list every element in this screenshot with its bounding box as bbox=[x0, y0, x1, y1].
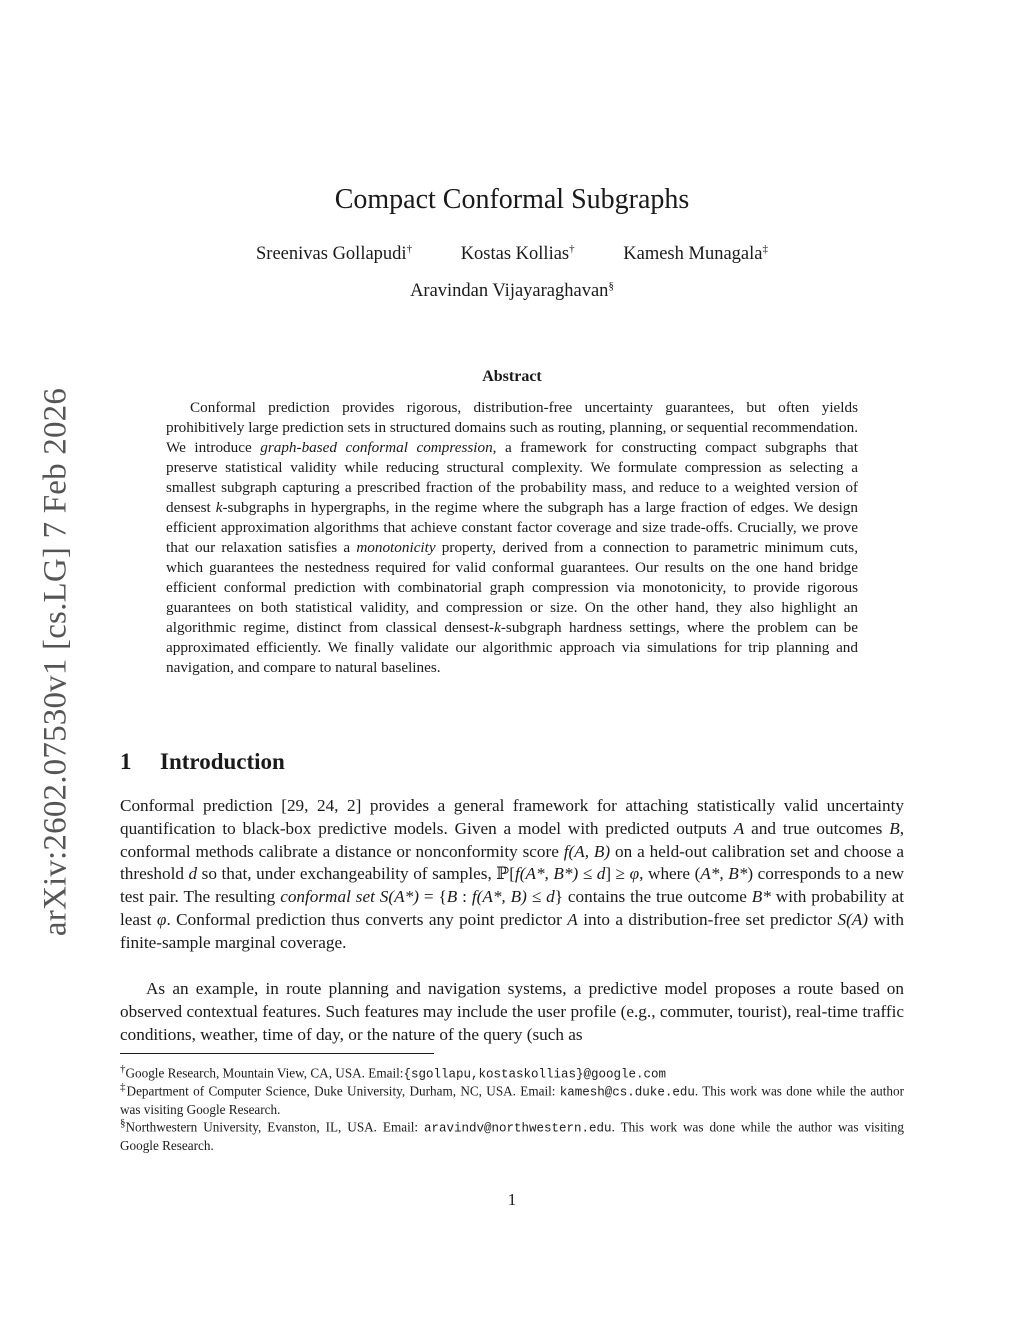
paragraph-text-run: into a distribution-free set predictor bbox=[577, 909, 838, 929]
email-link[interactable]: aravindv@northwestern.edu bbox=[424, 1121, 612, 1136]
abstract-text bbox=[166, 398, 858, 678]
paragraph-text-run: and true outcomes bbox=[744, 818, 890, 838]
abstract-text-run: -subgraph hardness settings, where the problem can be approximated efficiently. We finally validate our algorithmic approach via simulations for trip planning and navigation, and compare to natural baselines. bbox=[166, 619, 858, 676]
paragraph-text-run: f(A*, B) ≤ d bbox=[471, 887, 555, 907]
paper-title: Compact Conformal Subgraphs bbox=[334, 184, 690, 215]
paragraph-text-run: ) corresponds to a new test pair. The resulting bbox=[120, 864, 904, 907]
paragraph-text-run: : bbox=[457, 887, 472, 907]
abstract-text-run: , a framework for constructing compact subgraphs that preserve statistical validity while reducing structural complexity. We formulate compression as selecting a smallest subgraph capturing a prescribed fraction of the probability mass, and reduce to a weighted version of densest bbox=[166, 439, 858, 516]
paragraph-text-run: f(A*, B*) ≤ d bbox=[514, 864, 606, 884]
footnote-2: ‡Department of Computer Science, Duke University, Durham, NC, USA. Email: kamesh@cs.duke.edu. This work was done while the author was visiting Google Research. bbox=[120, 1081, 905, 1118]
footnote-1: †Google Research, Mountain View, CA, USA. Email:{sgollapu,kostaskollias}@google.com bbox=[120, 1063, 666, 1082]
paragraph-text-run: f(A, B) bbox=[563, 841, 611, 861]
paragraph-text-run: = { bbox=[418, 887, 447, 907]
footnote-3: §Northwestern University, Evanston, IL, USA. Email: aravindv@northwestern.edu. This work was done while the author was visiting Google Research. bbox=[120, 1117, 904, 1154]
paragraph-text-run: S(A) bbox=[837, 909, 869, 929]
author-1: Sreenivas Gollapudi† bbox=[256, 243, 413, 265]
paragraph-text-run: so that, under exchangeability of samples, ℙ[ bbox=[197, 864, 515, 884]
paragraph-text-run: φ bbox=[156, 909, 167, 929]
abstract-text-run: -subgraphs in hypergraphs, in the regime where the subgraph has a large fraction of edges. We design efficient approximation algorithms that achieve constant factor coverage and size trade-offs. Crucially, we prove that our relaxation satisfies a bbox=[166, 499, 858, 556]
abstract-text-run: graph-based conformal compression bbox=[260, 439, 493, 456]
intro-paragraph-2: As an example, in route planning and navigation systems, a predictive model proposes a route based on observed contextual features. Such features may include the user profile (e.g., commuter, tourist), real-time traffic conditions, weather, time of day, or the nature of the query (such as bbox=[120, 979, 904, 1044]
paragraph-text-run: B bbox=[889, 818, 900, 838]
paragraph-text-run: d bbox=[188, 864, 198, 884]
footnote-rule bbox=[120, 1053, 434, 1054]
email-link[interactable]: kamesh@cs.duke.edu bbox=[559, 1085, 695, 1100]
paragraph-text-run: S(A*) bbox=[379, 887, 419, 907]
paragraph-text-run: with finite-sample marginal coverage. bbox=[120, 909, 904, 952]
abstract-heading: Abstract bbox=[482, 368, 542, 385]
paragraph-text-run: . Conformal prediction thus converts any point predictor bbox=[166, 909, 568, 929]
page-number: 1 bbox=[507, 1190, 517, 1209]
paragraph-text-run: A*, B* bbox=[700, 864, 748, 884]
paragraph-text-run: on a held-out calibration set and choose a threshold bbox=[120, 841, 904, 884]
paragraph-text-run: B* bbox=[751, 887, 771, 907]
abstract-text-run: k bbox=[494, 619, 501, 636]
paragraph-text-run: φ bbox=[629, 864, 640, 884]
paragraph-text-run: , conformal methods calibrate a distance or nonconformity score bbox=[120, 818, 904, 861]
paragraph-text-run: ] ≥ bbox=[605, 864, 630, 884]
paragraph-text-run: } contains the true outcome bbox=[554, 887, 752, 907]
intro-paragraph-1 bbox=[120, 795, 904, 955]
paragraph-text-run: A bbox=[733, 818, 745, 838]
paragraph-text-run: conformal set bbox=[280, 887, 375, 907]
abstract-text-run: property, derived from a connection to parametric minimum cuts, which guarantees the nestedness required for valid conformal guarantees. Our results on the one hand bridge efficient conformal prediction with combinatorial graph compression via monotonicity, to provide rigorous guarantees on both statistical validity, and compression or size. On the other hand, they also highlight an algorithmic regime, distinct from classical densest- bbox=[166, 539, 858, 636]
arxiv-identifier: arXiv:2602.07530v1 [cs.LG] 7 Feb 2026 bbox=[37, 387, 74, 937]
paragraph-text-run: B bbox=[446, 887, 458, 907]
author-4: Aravindan Vijayaraghavan§ bbox=[410, 280, 614, 302]
abstract-paragraph bbox=[166, 398, 858, 678]
section-heading bbox=[120, 749, 285, 775]
author-list bbox=[0, 243, 1024, 265]
paragraph-text-run: with probability at least bbox=[120, 887, 905, 929]
paragraph-text-run: , where ( bbox=[639, 864, 701, 884]
email-link[interactable]: {sgollapu,kostaskollias}@google.com bbox=[403, 1067, 666, 1082]
section-title: Introduction bbox=[160, 749, 285, 774]
paragraph-text-run: Conformal prediction [29, 24, 2] provides a general framework for attaching statistically valid uncertainty quantification to black-box predictive models. Given a model with predicted outputs bbox=[120, 796, 904, 838]
author-2: Kostas Kollias† bbox=[460, 243, 575, 265]
abstract-text-run: Conformal prediction provides rigorous, distribution-free uncertainty guarantees, but often yields prohibitively large prediction sets in structured domains such as routing, planning, or sequential recommendation. We introduce bbox=[166, 399, 858, 456]
abstract-text-run: k bbox=[215, 499, 223, 516]
abstract-text-run: monotonicity bbox=[356, 539, 436, 556]
paragraph-text-run: A bbox=[567, 909, 578, 929]
author-3: Kamesh Munagala‡ bbox=[623, 243, 768, 265]
section-number: 1 bbox=[120, 749, 132, 774]
